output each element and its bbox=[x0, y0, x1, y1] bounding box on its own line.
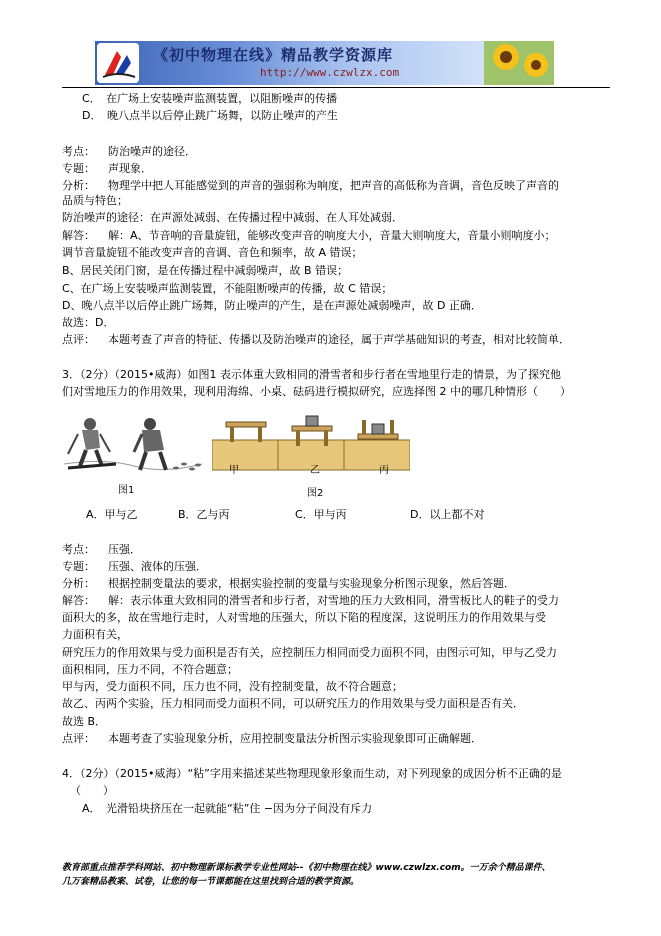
q3-option-b: B．乙与丙 bbox=[178, 508, 230, 521]
q3-stem-1: 3．（2分）（2015•威海）如图1 表示体重大致相同的滑雪者和步行者在雪地里行走的情景，为了探究他 bbox=[62, 368, 561, 381]
footer-line-1: 教育部重点推荐学科网站、初中物理新课标教学专业性网站--《初中物理在线》www.czwlzx.com。一万余个精品课件、 bbox=[62, 863, 551, 873]
banner-url: http://www.czwlzx.com bbox=[260, 66, 400, 79]
q3-jieda-row bbox=[62, 594, 559, 608]
q3-kaodian-text: 压强． bbox=[108, 543, 141, 556]
q3-option-a: A．甲与乙 bbox=[86, 508, 138, 521]
q3-jieda-text-3: 力面积有关， bbox=[62, 628, 128, 641]
fenxi-text-1: 物理学中把人耳能感觉到的声音的强弱称为响度，把声音的高低称为音调，音色反映了声音的 bbox=[108, 179, 559, 192]
q3-kaodian-label: 考点： bbox=[62, 543, 95, 556]
figure-2-label-jia: 甲 bbox=[229, 465, 239, 476]
q3-zhuanti-text: 压强、液体的压强． bbox=[108, 560, 207, 573]
figure-1-caption: 图1 bbox=[118, 485, 135, 496]
fenxi-label: 分析： bbox=[62, 179, 95, 192]
jieda-row bbox=[62, 229, 556, 243]
q3-zhuanti-row bbox=[62, 560, 207, 574]
q3-option-d: D．以上都不对 bbox=[410, 508, 485, 521]
kaodian-text: 防治噪声的途径． bbox=[108, 145, 196, 158]
q3-jieda-text-7: 故乙、丙两个实验，压力相同而受力面积不同，可以研究压力的作用效果与受力面积是否有关． bbox=[62, 697, 524, 710]
kaodian-label: 考点： bbox=[62, 145, 95, 158]
zhuanti-label: 专题： bbox=[62, 162, 95, 175]
jieda-label: 解答： bbox=[62, 229, 95, 242]
q3-jieda-text-6: 甲与丙，受力面积不同，压力也不同，没有控制变量，故不符合题意； bbox=[62, 680, 403, 693]
q3-option-c: C．甲与丙 bbox=[295, 508, 347, 521]
jieda-text-5: D、晚八点半以后停止跳广场舞，防止噪声的产生，是在声源处减弱噪声，故 D 正确． bbox=[62, 299, 482, 312]
q3-jieda-text-1: 解：表示体重大致相同的滑雪者和步行者，对雪地的压力大致相同，滑雪板比人的鞋子的受力 bbox=[108, 594, 559, 607]
q3-fenxi-text: 根据控制变量法的要求，根据实验控制的变量与实验现象分析图示现象，然后答题． bbox=[108, 577, 515, 590]
q3-kaodian-row bbox=[62, 543, 141, 557]
fenxi-row bbox=[62, 179, 559, 193]
q3-jieda-label: 解答： bbox=[62, 594, 95, 607]
q4-stem-1: 4．（2分）（2015•威海）“粘”字用来描述某些物理现象形象而生动，对下列现象的成因分析不正确的是 bbox=[62, 767, 562, 780]
jieda-text-1: 解：A、节音响的音量旋钮，能够改变声音的响度大小，音量大则响度大，音量小则响度小； bbox=[108, 229, 556, 242]
site-logo-icon bbox=[97, 43, 139, 83]
jieda-text-2: 调节音量旋钮不能改变声音的音调、音色和频率，故 A 错误； bbox=[62, 246, 363, 259]
q3-dianping-label: 点评： bbox=[62, 732, 95, 745]
kaodian-row bbox=[62, 145, 196, 159]
guxuan-text: 故选：D． bbox=[62, 316, 115, 329]
q3-jieda-text-4: 研究压力的作用效果与受力面积是否有关，应控制压力相同而受力面积不同，由图示可知，甲与乙受力 bbox=[62, 646, 557, 659]
q3-stem-2: 们对雪地压力的作用效果，现利用海绵、小桌、砝码进行模拟研究，应选择图 2 中的哪几种情形（ ） bbox=[62, 385, 571, 398]
q3-guxuan-text: 故选 B． bbox=[62, 715, 107, 728]
header-divider bbox=[62, 87, 610, 88]
q4-stem-2: （ ） bbox=[70, 784, 114, 797]
jieda-text-4: C、在广场上安装噪声监测装置，不能阻断噪声的传播，故 C 错误； bbox=[62, 282, 393, 295]
footer-line-2: 几万套精品教案、试卷，让您的每一节课都能在这里找到合适的教学资源。 bbox=[62, 877, 360, 887]
q3-jieda-text-2: 面积大的多，故在雪地行走时，人对雪地的压强大，所以下陷的程度深，这说明压力的作用效果与受 bbox=[62, 611, 546, 624]
option-c: C． 在广场上安装噪声监测装置，以阻断噪声的传播 bbox=[82, 92, 338, 105]
figure-1-skier-walker bbox=[64, 412, 202, 478]
dianping-row bbox=[62, 333, 570, 347]
q3-fenxi-label: 分析： bbox=[62, 577, 95, 590]
dianping-text: 本题考查了声音的特征、传播以及防治噪声的途径，属于声学基础知识的考查，相对比较简单． bbox=[108, 333, 570, 346]
q3-fenxi-row bbox=[62, 577, 515, 591]
option-d: D． 晚八点半以后停止跳广场舞，以防止噪声的产生 bbox=[82, 109, 338, 122]
banner-title: 《初中物理在线》精品教学资源库 bbox=[153, 46, 394, 64]
jieda-text-3: B、居民关闭门窗，是在传播过程中减弱噪声，故 B 错误； bbox=[62, 264, 349, 277]
q3-zhuanti-label: 专题： bbox=[62, 560, 95, 573]
figure-2-label-yi: 乙 bbox=[310, 465, 320, 476]
zhuanti-text: 声现象． bbox=[108, 162, 152, 175]
q3-dianping-row bbox=[62, 732, 482, 746]
q4-option-a: A． 光滑铅块挤压在一起就能“粘”住 −因为分子间没有斥力 bbox=[82, 802, 373, 815]
q3-jieda-text-5: 面积相同，压力不同，不符合题意； bbox=[62, 663, 238, 676]
sunflower-icon bbox=[484, 41, 554, 85]
zhuanti-row bbox=[62, 162, 152, 176]
figure-2-label-bing: 丙 bbox=[379, 465, 389, 476]
q3-dianping-text: 本题考查了实验现象分析，应用控制变量法分析图示实验现象即可正确解题． bbox=[108, 732, 482, 745]
figure-2-caption: 图2 bbox=[307, 488, 324, 499]
header-banner bbox=[95, 41, 554, 85]
fenxi-text-3: 防治噪声的途径：在声源处减弱、在传播过程中减弱、在人耳处减弱． bbox=[62, 211, 403, 224]
dianping-label: 点评： bbox=[62, 333, 95, 346]
fenxi-text-2: 品质与特色； bbox=[62, 194, 128, 207]
